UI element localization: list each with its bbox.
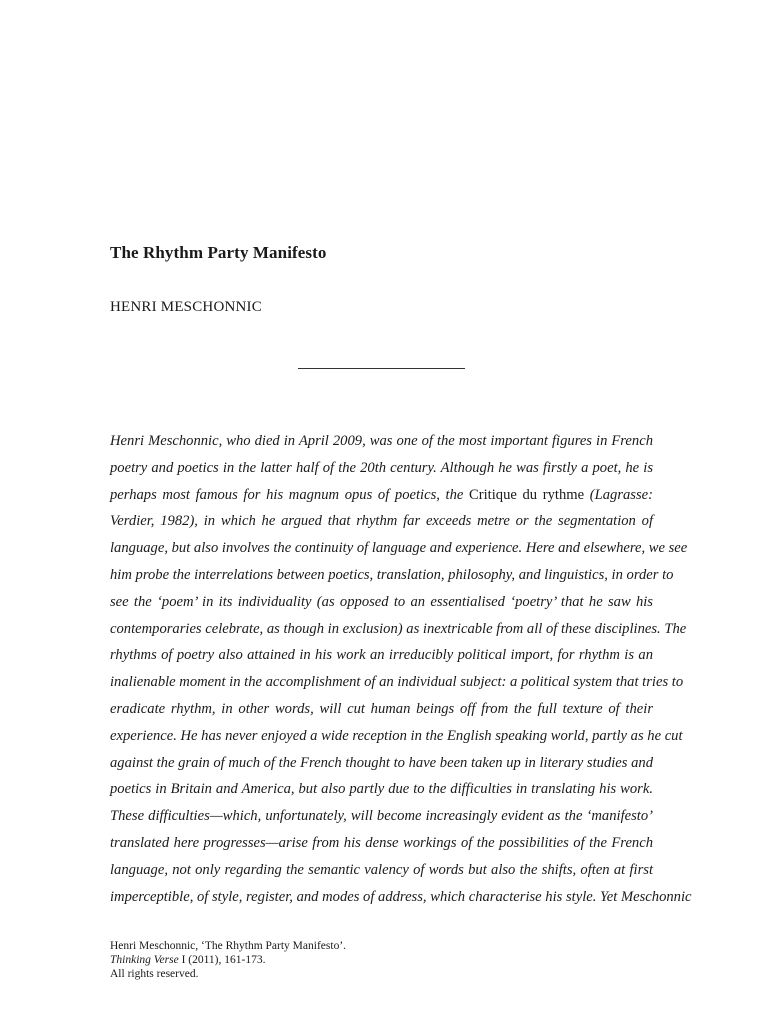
abstract-line-10: inalienable moment in the accomplishment of an individual subject: a political system that tries to (110, 674, 684, 691)
abstract-paragraph (110, 428, 692, 910)
journal-name: Thinking Verse (110, 954, 179, 966)
abstract-line-7: see the ‘poem’ in its individuality (as opposed to an essentialised ‘poetry’ that he saw his (110, 593, 653, 610)
section-divider (298, 368, 465, 369)
journal-line (110, 953, 346, 967)
abstract-line-3-end: (Lagrasse: (589, 486, 653, 503)
abstract-line-5: language, but also involves the continuity of language and experience. Here and elsewhere, we see (110, 540, 688, 557)
abstract-line-2: poetry and poetics in the latter half of the 20th century. Although he was firstly a poet, he is (110, 459, 653, 476)
abstract-line-9: rhythms of poetry also attained in his work an irreducibly political import, for rhythm is an (110, 647, 653, 664)
abstract-line-8: contemporaries celebrate, as though in exclusion) as inextricable from all of these disciplines. The (110, 620, 687, 637)
abstract-line-6: him probe the interrelations between poetics, translation, philosophy, and linguistics, in order to (110, 566, 674, 583)
book-title-critique: Critique du rythme (469, 486, 585, 503)
abstract-line-1: Henri Meschonnic, who died in April 2009, was one of the most important figures in French (110, 433, 653, 449)
journal-volume: I (2011), 161-173. (181, 954, 266, 966)
article-title: The Rhythm Party Manifesto (110, 243, 327, 262)
article-author: HENRI MESCHONNIC (110, 299, 262, 315)
abstract-line-18: imperceptible, of style, register, and modes of address, which characterise his style. Yet Meschonnic (110, 888, 692, 905)
abstract-line-13: against the grain of much of the French thought to have been taken up in literary studies and (110, 754, 653, 771)
abstract-line-3-start: perhaps most famous for his magnum opus of poetics, the (110, 486, 464, 503)
citation-footer (110, 939, 346, 981)
abstract-line-11: eradicate rhythm, in other words, will cut human beings off from the full texture of their (110, 700, 653, 717)
citation-line: Henri Meschonnic, ‘The Rhythm Party Manifesto’. (110, 940, 347, 952)
abstract-line-4: Verdier, 1982), in which he argued that rhythm far exceeds metre or the segmentation of (110, 513, 653, 530)
rights-line: All rights reserved. (110, 968, 199, 980)
abstract-line-15: These difficulties—which, unfortunately, will become increasingly evident as the ‘manifesto’ (110, 808, 653, 825)
abstract-line-17: language, not only regarding the semantic valency of words but also the shifts, often at first (110, 861, 653, 878)
abstract-line-12: experience. He has never enjoyed a wide reception in the English speaking world, partly as he cut (110, 727, 683, 744)
abstract-line-14: poetics in Britain and America, but also partly due to the difficulties in translating his work. (110, 781, 653, 798)
abstract-line-3 (110, 482, 653, 509)
abstract-line-16: translated here progresses—arise from his dense workings of the possibilities of the French (110, 834, 653, 851)
